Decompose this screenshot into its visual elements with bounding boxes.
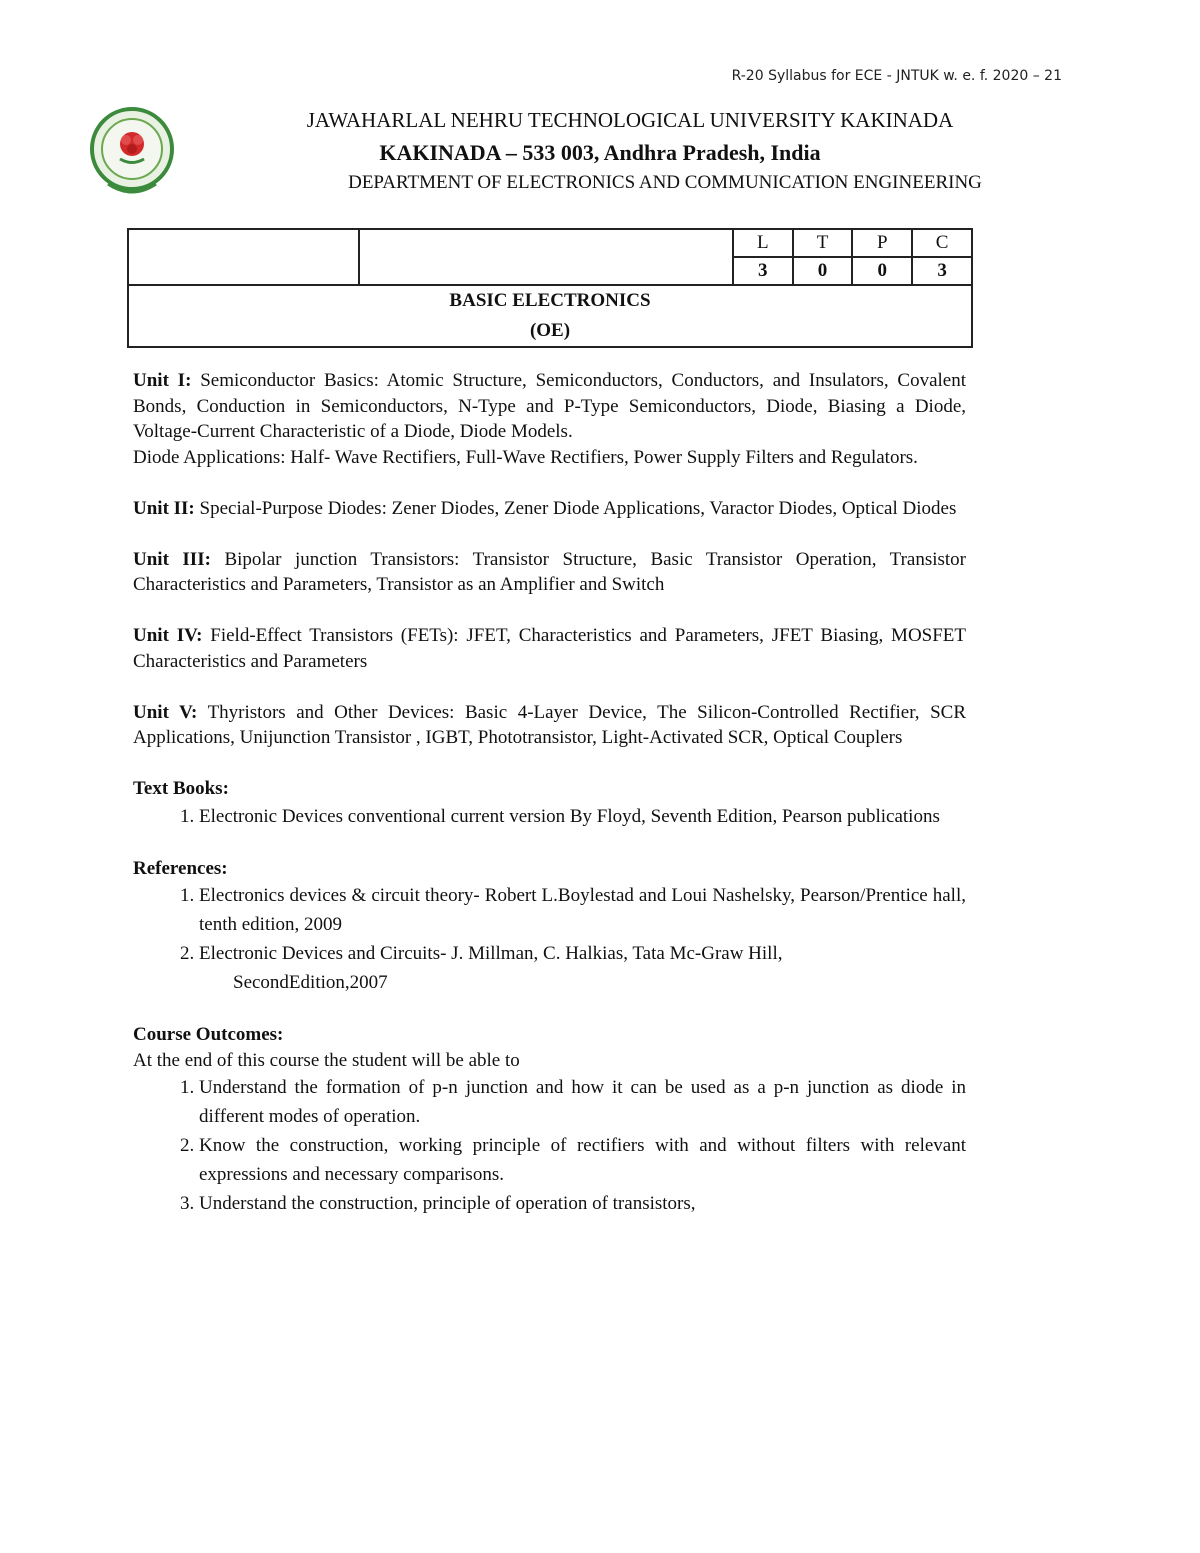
- unit-2: [133, 496, 966, 522]
- course-credit-table: [127, 228, 973, 348]
- ltpc-value-c: 3: [912, 257, 972, 285]
- unit-heading: Unit III:: [133, 548, 211, 570]
- list-item: 2. Know the construction, working principle of rectifiers with and without filters with relevant expressions and necessary comparisons.: [199, 1131, 966, 1189]
- ltpc-value-p: 0: [852, 257, 912, 285]
- ltpc-label-l: L: [733, 229, 793, 257]
- text-books-heading: Text Books:: [133, 778, 229, 799]
- list-item: 1. Electronic Devices conventional current version By Floyd, Seventh Edition, Pearson publications: [199, 802, 966, 831]
- text-books-list: [133, 802, 966, 831]
- unit-heading: Unit V:: [133, 701, 198, 723]
- ltpc-label-c: C: [912, 229, 972, 257]
- unit-heading: Unit I:: [133, 370, 192, 391]
- ltpc-label-t: T: [793, 229, 853, 257]
- unit-heading: Unit IV:: [133, 625, 203, 646]
- course-subtitle: (OE): [529, 320, 571, 341]
- ltpc-label-p: P: [852, 229, 912, 257]
- ltpc-value-t: 0: [793, 257, 853, 285]
- unit-text: Thyristors and Other Devices: Basic 4-Layer Device, The Silicon-Controlled Rectifier, SCR Applications, Unijunction Transistor , IGBT, Phototransistor, Light-Activated SCR, Optical Couplers: [133, 701, 967, 748]
- outcomes-list: [133, 1073, 966, 1218]
- university-address: KAKINADA – 533 003, Andhra Pradesh, India: [379, 140, 821, 165]
- course-title: BASIC ELECTRONICS: [449, 290, 651, 311]
- unit-text: Special-Purpose Diodes: Zener Diodes, Zener Diode Applications, Varactor Diodes, Optical Diodes: [194, 497, 957, 519]
- department-name: DEPARTMENT OF ELECTRONICS AND COMMUNICATION ENGINEERING: [348, 172, 982, 193]
- unit-3: [133, 547, 966, 598]
- outcomes-heading: Course Outcomes:: [133, 1024, 284, 1045]
- unit-5: [133, 700, 966, 751]
- references-heading: References:: [133, 857, 228, 879]
- unit-text: Semiconductor Basics: Atomic Structure, Semiconductors, Conductors, and Insulators, Covalent Bonds, Conduction in Semiconductors, N-Type and P-Type Semiconductors, Diode, Biasing a Diode, Voltage-Current Characteristic of a Diode, Diode Models.: [133, 370, 966, 442]
- outcomes-intro: At the end of this course the student will be able to: [133, 1049, 520, 1071]
- course-code-cell: [128, 229, 359, 285]
- university-name: JAWAHARLAL NEHRU TECHNOLOGICAL UNIVERSITY KAKINADA: [306, 108, 954, 132]
- syllabus-content: [133, 368, 966, 1218]
- ltpc-value-l: 3: [733, 257, 793, 285]
- reference-continuation: SecondEdition,2007: [233, 972, 388, 993]
- unit-1-extra: Diode Applications: Half- Wave Rectifiers, Full-Wave Rectifiers, Power Supply Filters and Regulators.: [133, 446, 918, 468]
- list-item: 1. Electronics devices & circuit theory- Robert L.Boylestad and Loui Nashelsky, Pearson/Prentice hall, tenth edition, 2009: [199, 881, 966, 939]
- list-item: [199, 939, 966, 997]
- unit-text: Field-Effect Transistors (FETs): JFET, Characteristics and Parameters, JFET Biasing, MOSFET Characteristics and Parameters: [133, 625, 967, 672]
- list-item: 1. Understand the formation of p-n junction and how it can be used as a p-n junction as diode in different modes of operation.: [199, 1073, 966, 1131]
- course-category-cell: [359, 229, 733, 285]
- reference-text: Electronic Devices and Circuits- J. Millman, C. Halkias, Tata Mc-Graw Hill,: [199, 943, 783, 964]
- unit-heading: Unit II:: [133, 497, 195, 519]
- unit-1: [133, 368, 966, 445]
- references-list: [133, 881, 966, 997]
- course-title-cell: [128, 285, 972, 347]
- list-item: 3. Understand the construction, principle of operation of transistors,: [199, 1189, 966, 1218]
- unit-4: [133, 623, 966, 674]
- unit-text: Bipolar junction Transistors: Transistor Structure, Basic Transistor Operation, Transistor Characteristics and Parameters, Transistor as an Amplifier and Switch: [133, 548, 967, 595]
- syllabus-note: R-20 Syllabus for ECE - JNTUK w. e. f. 2020 – 21: [731, 68, 1062, 84]
